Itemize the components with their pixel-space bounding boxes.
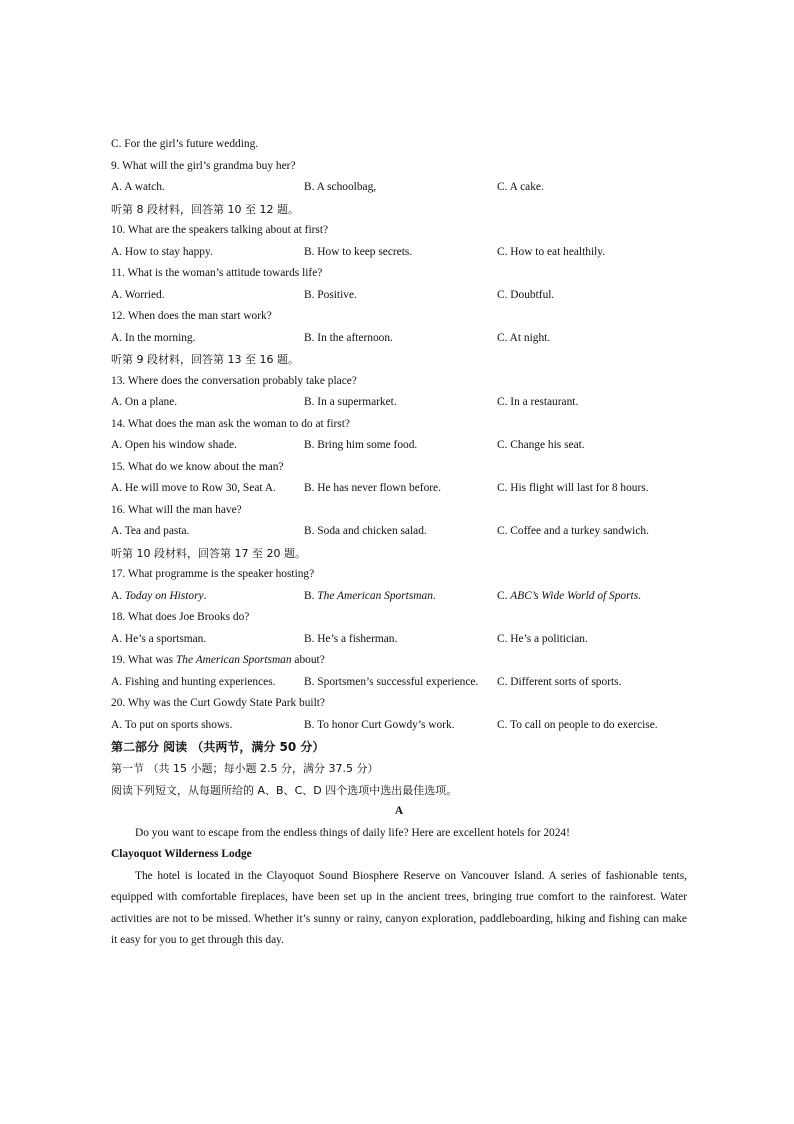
question-13: 13. Where does the conversation probably take place? — [111, 374, 357, 387]
option-suffix: . — [638, 589, 641, 602]
option-line: C. For the girl’s future wedding. — [111, 138, 259, 150]
option-b: B. Positive. — [304, 288, 357, 301]
option-c: C. To call on people to do exercise. — [497, 718, 658, 731]
option-c: C. At night. — [497, 331, 551, 344]
option-a: A. Worried. — [111, 288, 165, 301]
question-19-options — [111, 672, 687, 694]
option-suffix: . — [432, 589, 436, 602]
section-one-header: 第一节 （共 15 小题；每小题 2.5 分，满分 37.5 分） — [111, 762, 379, 775]
question-prefix: 19. What was — [111, 654, 176, 666]
question-18: 18. What does Joe Brooks do? — [111, 611, 250, 623]
question-19 — [111, 650, 687, 672]
option-b: B. In a supermarket. — [304, 396, 397, 408]
instruction-10: 听第 10 段材料，回答第 17 至 20 题。 — [111, 546, 306, 560]
question-14-options — [111, 435, 687, 457]
option-c: C. In a restaurant. — [497, 396, 579, 408]
question-15-options — [111, 478, 687, 500]
option-b: B. A schoolbag, — [304, 181, 377, 193]
part-two-title: 第二部分 阅读 （共两节，满分 50 分） — [111, 740, 325, 754]
instruction-9: 听第 9 段材料，回答第 13 至 16 题。 — [111, 353, 299, 366]
option-c: C. He’s a politician. — [497, 632, 588, 645]
option-b: B. How to keep secrets. — [304, 245, 413, 258]
option-b — [304, 586, 436, 608]
question-10: 10. What are the speakers talking about at first? — [111, 224, 329, 236]
question-20: 20. Why was the Curt Gowdy State Park built? — [111, 697, 325, 709]
option-suffix: . — [203, 589, 207, 602]
option-prefix: B. — [304, 589, 318, 602]
question-11: 11. What is the woman’s attitude towards life? — [111, 267, 323, 279]
option-a: A. A watch. — [111, 181, 165, 193]
question-20-options — [111, 715, 687, 737]
option-a — [111, 586, 206, 608]
instruction-8: 听第 8 段材料，回答第 10 至 12 题。 — [111, 202, 299, 216]
option-c: C. How to eat healthily. — [497, 245, 606, 258]
option-a: A. How to stay happy. — [111, 245, 213, 258]
question-suffix: about? — [291, 654, 325, 666]
hotel-paragraph: The hotel is located in the Clayoquot Sound Biosphere Reserve on Vancouver Island. A series of fashionable tents, equipped with comfortable fireplaces, have been set up in the ancient trees, bringing true comfort to the rainforest. Water activities are not to be missed. Whether it’s sunny or rainy, canyon exploration, paddleboarding, hiking and fishing can make it easy for you to get through this day. — [111, 869, 687, 946]
passage-label: A — [394, 805, 404, 817]
option-b: B. Sportsmen’s successful experience. — [304, 675, 479, 688]
option-a: A. In the morning. — [111, 331, 196, 344]
option-b: B. To honor Curt Gowdy’s work. — [304, 718, 455, 731]
option-b: B. Soda and chicken salad. — [304, 525, 427, 537]
question-11-options — [111, 285, 687, 307]
option-a: A. He’s a sportsman. — [111, 632, 207, 645]
option-b: B. Bring him some food. — [304, 439, 418, 451]
option-c: C. Different sorts of sports. — [497, 675, 622, 688]
reading-instruction: 阅读下列短文，从每题所给的 A、B、C、D 四个选项中选出最佳选项。 — [111, 783, 458, 797]
question-9: 9. What will the girl’s grandma buy her? — [111, 159, 296, 172]
option-a: A. To put on sports shows. — [111, 718, 233, 731]
question-9-options — [111, 177, 687, 199]
option-b: B. He has never flown before. — [304, 482, 441, 494]
option-prefix: A. — [111, 589, 125, 602]
question-13-options — [111, 392, 687, 414]
question-title: The American Sportsman — [175, 654, 292, 666]
hotel-name: Clayoquot Wilderness Lodge — [111, 848, 252, 860]
question-17-options — [111, 586, 687, 608]
option-b: B. In the afternoon. — [304, 331, 393, 344]
question-12-options — [111, 328, 687, 350]
option-a: A. He will move to Row 30, Seat A. — [111, 482, 276, 494]
option-title: Today on History — [124, 589, 204, 602]
passage-intro: Do you want to escape from the endless things of daily life? Here are excellent hotels for 2024! — [135, 826, 570, 839]
question-18-options — [111, 629, 687, 651]
option-a: A. Fishing and hunting experiences. — [111, 675, 276, 688]
option-c: C. Doubtful. — [497, 288, 555, 301]
option-c — [497, 586, 641, 608]
option-c: C. A cake. — [497, 181, 544, 193]
option-c: C. Coffee and a turkey sandwich. — [497, 525, 649, 537]
question-10-options — [111, 242, 687, 264]
option-title: The American Sportsman — [317, 589, 433, 602]
option-b: B. He’s a fisherman. — [304, 632, 398, 645]
question-16-options — [111, 521, 687, 543]
option-c: C. Change his seat. — [497, 439, 585, 451]
exam-page — [111, 134, 687, 952]
question-15: 15. What do we know about the man? — [111, 460, 284, 473]
option-title: ABC’s Wide World of Sports — [510, 589, 639, 602]
option-a: A. Tea and pasta. — [111, 525, 190, 537]
question-17: 17. What programme is the speaker hosting? — [111, 568, 315, 580]
question-16: 16. What will the man have? — [111, 503, 242, 516]
option-a: A. Open his window shade. — [111, 439, 237, 451]
option-c: C. His flight will last for 8 hours. — [497, 482, 649, 494]
question-14: 14. What does the man ask the woman to do at first? — [111, 417, 350, 430]
option-prefix: C. — [497, 589, 511, 602]
question-12: 12. When does the man start work? — [111, 310, 272, 322]
option-a: A. On a plane. — [111, 396, 178, 408]
